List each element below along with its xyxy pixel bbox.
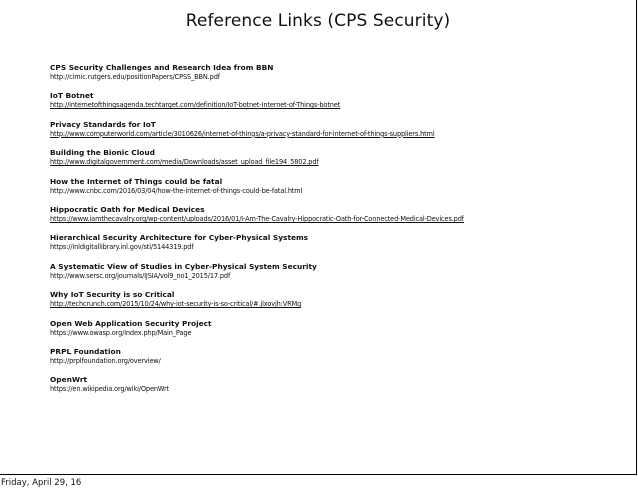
reference-title: Hippocratic Oath for Medical Devices — [50, 204, 205, 214]
reference-title: Why IoT Security is so Critical — [50, 290, 175, 300]
reference-title: OpenWrt — [50, 375, 88, 385]
reference-title: How the Internet of Things could be fatal — [50, 176, 223, 186]
reference-title: CPS Security Challenges and Research Idea from BBN — [50, 63, 274, 72]
reference-link[interactable]: http://www.sersc.org/journals/IJSIA/vol9_no1_2015/17.pdf — [50, 271, 231, 280]
reference-item — [50, 233, 630, 261]
reference-item — [50, 319, 630, 347]
reference-item — [50, 290, 630, 318]
slide-title: Reference Links (CPS Security) — [185, 11, 451, 31]
reference-link[interactable]: https://en.wikipedia.org/wiki/OpenWrt — [50, 385, 169, 394]
reference-item — [50, 205, 630, 233]
reference-title: IoT Botnet — [50, 91, 94, 101]
reference-title: Building the Bionic Cloud — [50, 148, 155, 158]
reference-link[interactable]: http://www.digitalgovernment.com/media/Downloads/asset_upload_file194_5802.pdf — [50, 158, 319, 167]
reference-item — [50, 375, 630, 403]
reference-link[interactable]: https://www.owasp.org/index.php/Main_Page — [50, 328, 192, 337]
reference-item — [50, 120, 630, 148]
reference-title: PRPL Foundation — [50, 346, 121, 356]
reference-link[interactable]: http://techcrunch.com/2015/10/24/why-iot-security-is-so-critical/#.jlxovjh:VRMg — [50, 300, 302, 309]
reference-title: Privacy Standards for IoT — [50, 119, 156, 129]
reference-item — [50, 63, 630, 91]
reference-list — [50, 63, 630, 404]
reference-item — [50, 148, 630, 176]
reference-item — [50, 177, 630, 205]
reference-title: Hierarchical Security Architecture for Cyber-Physical Systems — [50, 233, 309, 243]
reference-title: Open Web Application Security Project — [50, 318, 212, 328]
reference-item — [50, 91, 630, 119]
reference-link[interactable]: https://inldigitallibrary.inl.gov/sti/5144319.pdf — [50, 243, 194, 252]
reference-link[interactable]: http://cimic.rutgers.edu/positionPapers/CPSS_BBN.pdf — [50, 73, 220, 81]
reference-title: A Systematic View of Studies in Cyber-Physical System Security — [50, 261, 317, 271]
reference-link[interactable]: https://www.iamthecavalry.org/wp-content/uploads/2016/01/I-Am-The-Cavalry-Hippocratic-Oath-for-Connected-Medical-Devices.pdf — [50, 214, 464, 223]
reference-link[interactable]: http://www.cnbc.com/2016/03/04/how-the-internet-of-things-could-be-fatal.html — [50, 186, 303, 195]
reference-link[interactable]: http://internetofthingsagenda.techtarget.com/definition/IoT-botnet-Internet-of-Things-botnet — [50, 101, 341, 110]
reference-link[interactable]: http://prplfoundation.org/overview/ — [50, 356, 161, 365]
reference-item — [50, 347, 630, 375]
footer-date: Friday, April 29, 16 — [1, 478, 82, 488]
reference-link[interactable]: http://www.computerworld.com/article/3010626/internet-of-things/a-privacy-standard-for-internet-of-things-suppliers.html — [50, 129, 435, 138]
reference-item — [50, 262, 630, 290]
